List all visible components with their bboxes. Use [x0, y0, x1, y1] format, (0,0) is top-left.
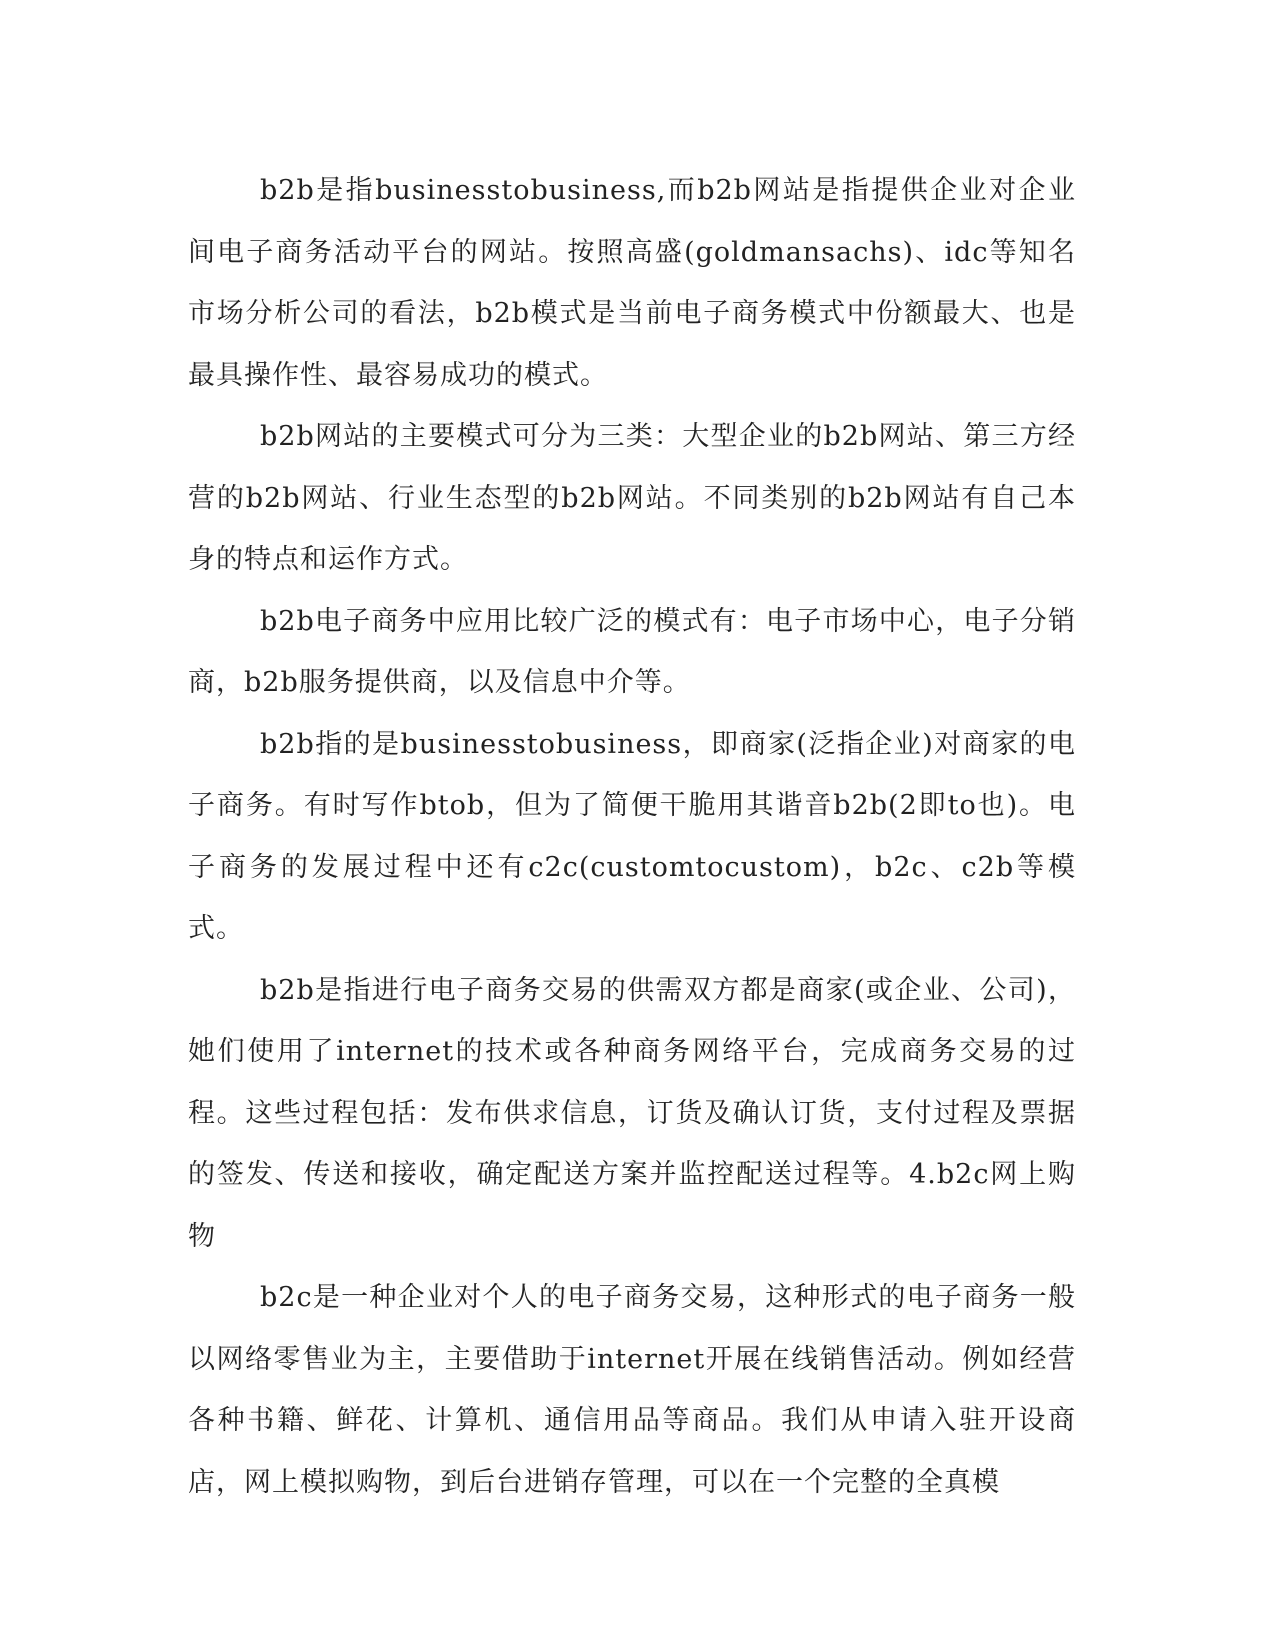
- document-body: [188, 160, 1076, 1513]
- paragraph-b2b-site-types: b2b网站的主要模式可分为三类：大型企业的b2b网站、第三方经营的b2b网站、行业生态型的b2b网站。不同类别的b2b网站有自己本身的特点和运作方式。: [188, 421, 1076, 575]
- paragraph-b2b-definition: b2b是指businesstobusiness,而b2b网站是指提供企业对企业间电子商务活动平台的网站。按照高盛(goldmansachs)、idc等知名市场分析公司的看法，b2b模式是当前电子商务模式中份额最大、也是最具操作性、最容易成功的模式。: [188, 175, 1076, 391]
- paragraph-b2b-common-models: b2b电子商务中应用比较广泛的模式有：电子市场中心，电子分销商，b2b服务提供商，以及信息中介等。: [188, 605, 1076, 698]
- paragraph-b2b-meaning: b2b指的是businesstobusiness，即商家(泛指企业)对商家的电子商务。有时写作btob，但为了简便干脆用其谐音b2b(2即to也)。电子商务的发展过程中还有c2c(customtocustom)，b2c、c2b等模式。: [188, 728, 1076, 944]
- paragraph-b2b-process: b2b是指进行电子商务交易的供需双方都是商家(或企业、公司)，她们使用了internet的技术或各种商务网络平台，完成商务交易的过程。这些过程包括：发布供求信息，订货及确认订货，支付过程及票据的签发、传送和接收，确定配送方案并监控配送过程等。4.b2c网上购物: [188, 974, 1076, 1252]
- paragraph-b2c-definition: b2c是一种企业对个人的电子商务交易，这种形式的电子商务一般以网络零售业为主，主要借助于internet开展在线销售活动。例如经营各种书籍、鲜花、计算机、通信用品等商品。我们从申请入驻开设商店，网上模拟购物，到后台进销存管理，可以在一个完整的全真模: [188, 1282, 1076, 1498]
